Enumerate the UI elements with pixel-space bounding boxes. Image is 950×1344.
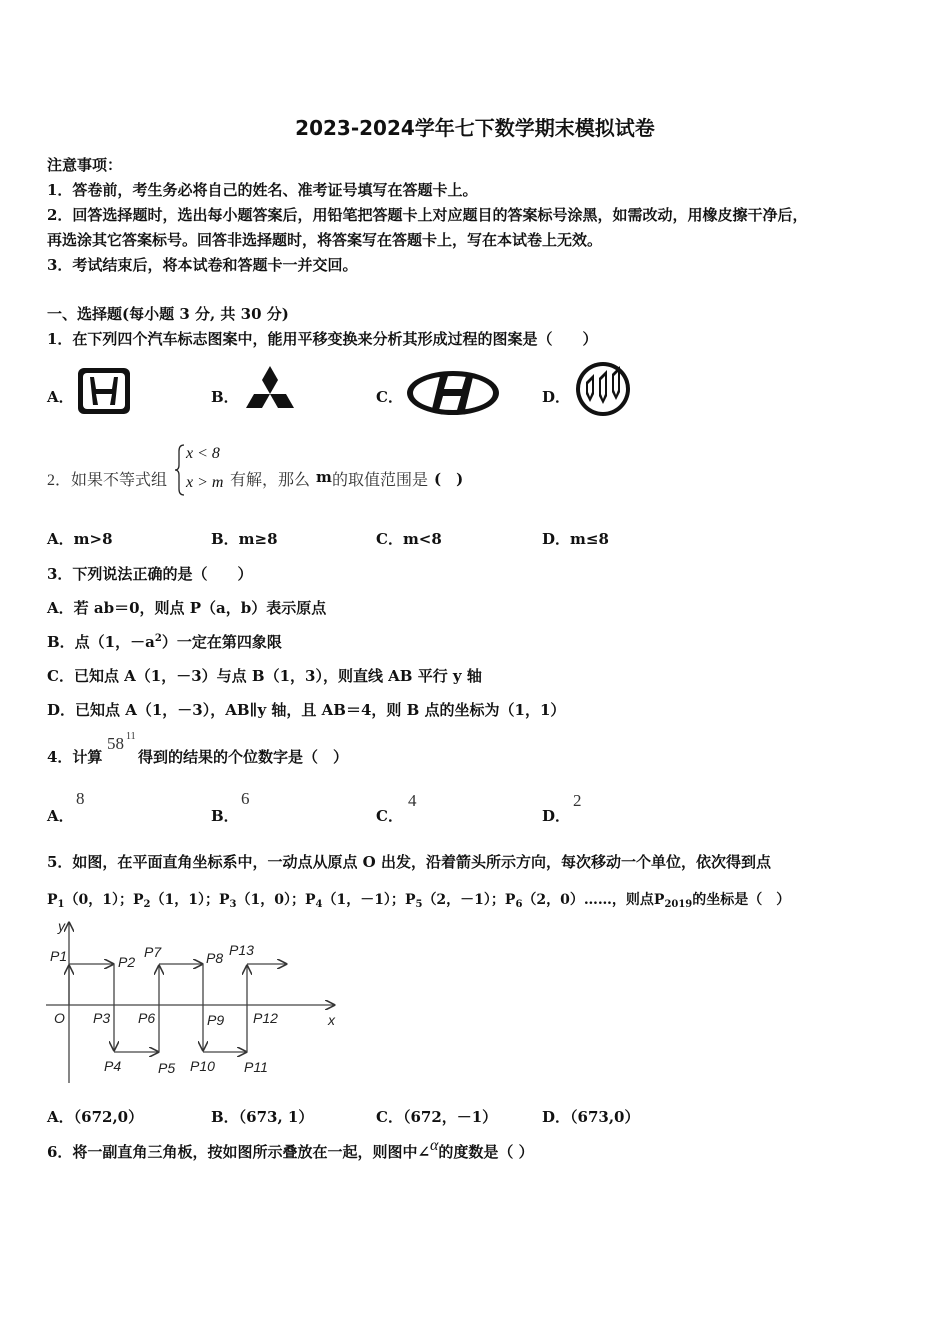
q2-option-b: B．m≥8 (211, 530, 278, 548)
hyundai-logo-icon (404, 368, 502, 418)
label-p10: P10 (190, 1058, 215, 1074)
q3-option-d: D．已知点 A（1，－3），AB∥y 轴，且 AB＝4，则 B 点的坐标为（1，1） (47, 701, 566, 719)
q4-option-d-value: 2 (573, 791, 582, 810)
q1-option-c-label: C． (376, 388, 403, 406)
label-p8: P8 (206, 950, 224, 966)
q5-option-b: B．（673, 1） (211, 1108, 314, 1126)
q4-option-c-value: 4 (408, 791, 417, 810)
q6-stem: 6．将一副直角三角板，按如图所示叠放在一起，则图中∠α的度数是（ ） (47, 1137, 534, 1161)
q1-option-b-label: B． (211, 388, 239, 406)
q2-suffix-2: 的取值范围是 (332, 472, 429, 489)
label-origin: O (54, 1010, 65, 1026)
q2-paren: ( ) (434, 470, 464, 488)
q5-option-c: C．（672，－1） (376, 1108, 498, 1126)
notice-item-3: 3．考试结束后，将本试卷和答题卡一并交回。 (47, 256, 358, 274)
notice-item-1: 1．答卷前，考生务必将自己的姓名、准考证号填写在答题卡上。 (47, 181, 478, 199)
q2-inequality-1: x < 8 (186, 445, 220, 462)
notice-item-2-line-1: 2．回答选择题时，选出每小题答案后，用铅笔把答题卡上对应题目的答案标号涂黑，如需改动，用橡皮擦干净后， (47, 206, 808, 224)
q5-option-d: D．（673,0） (542, 1108, 640, 1126)
mitsubishi-logo-icon (240, 364, 300, 418)
label-y: y (58, 918, 65, 934)
q4-option-a-label: A． (47, 807, 74, 825)
label-p11: P11 (244, 1059, 268, 1075)
label-p12: P12 (253, 1010, 278, 1026)
section-heading: 一、选择题(每小题 3 分, 共 30 分) (47, 305, 289, 323)
q1-option-a-label: A． (47, 388, 74, 406)
q2-option-c: C．m<8 (376, 530, 442, 548)
label-p1: P1 (50, 948, 68, 964)
label-p2: P2 (118, 954, 136, 970)
notice-item-2-line-2: 再选涂其它答案标号。回答非选择题时，将答案写在答题卡上，写在本试卷上无效。 (47, 231, 603, 249)
q2-option-d: D．m≤8 (542, 530, 609, 548)
q5-option-a: A．（672,0） (47, 1108, 144, 1126)
q2-m: m (316, 468, 332, 486)
q4-suffix: 得到的结果的个位数字是（ ） (138, 748, 349, 766)
q4-base: 58 (107, 734, 124, 753)
label-p4: P4 (104, 1058, 122, 1074)
q4-option-b-value: 6 (241, 789, 250, 808)
q5-line-1: 5．如图，在平面直角坐标系中，一动点从原点 O 出发，沿着箭头所示方向，每次移动一个单位，依次得到点 (47, 853, 771, 871)
label-p7: P7 (144, 944, 162, 960)
q4-option-b-label: B． (211, 807, 239, 825)
q2-suffix-1: 有解，那么 (230, 472, 311, 489)
label-x: x (328, 1012, 335, 1028)
page-title: 2023-2024学年七下数学期末模拟试卷 (295, 116, 655, 140)
label-p9: P9 (207, 1012, 225, 1028)
q4-exponent: 11 (126, 731, 136, 742)
label-p6: P6 (138, 1010, 156, 1026)
notice-heading: 注意事项： (47, 156, 123, 174)
label-p13: P13 (229, 942, 254, 958)
label-p3: P3 (93, 1010, 111, 1026)
q3-option-a: A．若 ab＝0，则点 P（a，b）表示原点 (47, 599, 327, 617)
q2-option-a: A．m>8 (47, 530, 113, 548)
honda-logo-icon (76, 366, 132, 416)
q2-prefix: 2．如果不等式组 (47, 472, 168, 489)
q3-option-c: C．已知点 A（1，－3）与点 B（1，3），则直线 AB 平行 y 轴 (47, 667, 482, 685)
q4-option-d-label: D． (542, 807, 571, 825)
q1-stem: 1．在下列四个汽车标志图案中，能用平移变换来分析其形成过程的图案是（ ） (47, 330, 598, 348)
q5-coordinate-figure (40, 915, 350, 1090)
label-p5: P5 (158, 1060, 176, 1076)
q4-prefix: 4．计算 (47, 748, 103, 766)
buick-logo-icon (574, 360, 632, 418)
brace-icon (174, 443, 186, 497)
q4-option-c-label: C． (376, 807, 403, 825)
q4-option-a-value: 8 (76, 789, 85, 808)
q1-option-d-label: D． (542, 388, 571, 406)
q3-stem: 3．下列说法正确的是（ ） (47, 565, 253, 583)
q3-option-b: B．点（1，$-a^2$）一定在第四象限 (47, 633, 282, 651)
q2-inequality-2: x > m (186, 474, 224, 491)
q5-line-2: $P_1(0$，1）；$P_2(1$，1）；$P_3(1$，0）；$P_4(1$，－1）；$P_5(2$，－1）；$P_6(2$，0）……，则点$P_{2019}$的坐标是（ ） (47, 892, 791, 910)
